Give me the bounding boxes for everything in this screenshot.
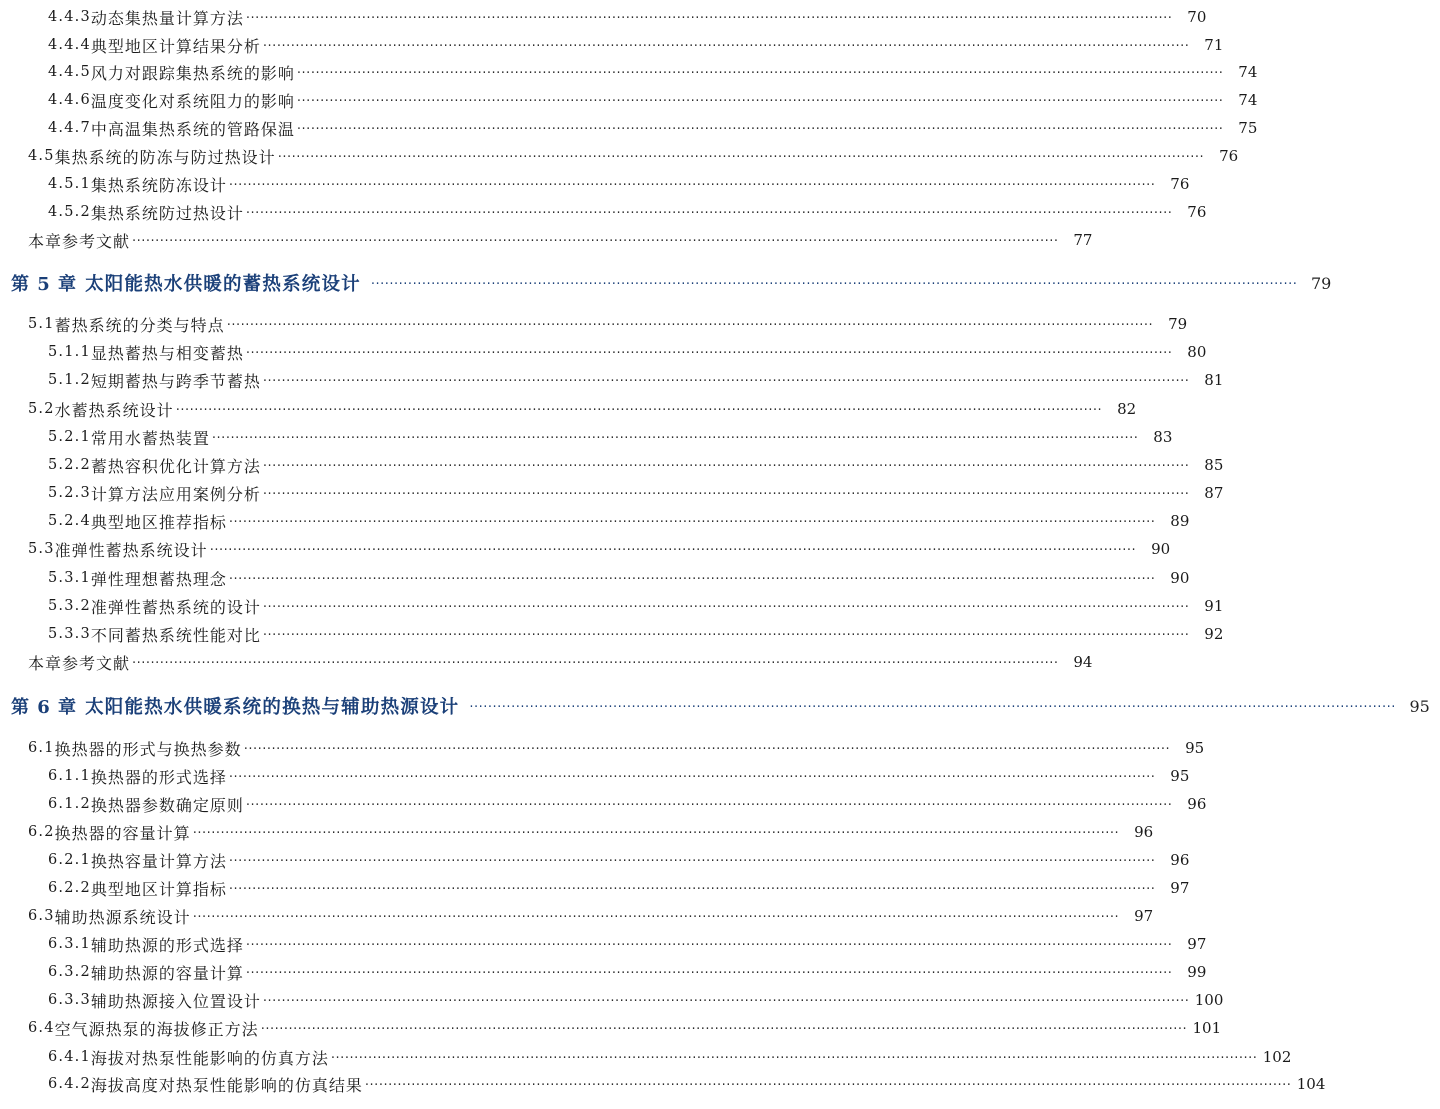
toc-entry-page: 97 [1187,935,1207,953]
toc-entry [0,1013,1222,1043]
dot-leader: ········································································································································································································ [209,542,1137,558]
toc-entry-number: 5.2.1 [48,429,91,445]
toc-entry [0,365,1224,395]
dot-leader: ········································································································································································································ [262,627,1190,643]
toc-entry [0,985,1224,1015]
dot-leader: ········································································································································································································ [245,345,1173,361]
toc-entry [0,733,1205,763]
toc-chapter-entry [0,263,1332,303]
toc-entry-title: 辅助热源接入位置设计 [90,991,261,1011]
dot-leader: ········································································································································································································ [262,38,1190,54]
toc-entry [0,506,1190,536]
dot-leader: ········································································································································································································ [243,741,1171,757]
toc-entry [0,534,1171,564]
toc-entry-number: 5.2.3 [48,485,91,501]
toc-entry-page: 76 [1170,175,1190,193]
toc-entry [0,169,1190,199]
toc-entry-title: 蓄热系统的分类与特点 [54,315,225,335]
toc-entry-page: 79 [1168,315,1188,333]
toc-entry-title: 辅助热源的容量计算 [90,963,244,983]
toc-entry-title: 换热器的容量计算 [54,823,191,843]
toc-entry-page: 95 [1409,696,1430,716]
toc-entry-title: 集热系统防冻设计 [90,175,227,195]
toc-entry-page: 87 [1204,484,1224,502]
toc-entry [0,309,1188,339]
toc-entry-page: 100 [1194,991,1224,1009]
toc-entry-title: 短期蓄热与跨季节蓄热 [90,371,261,391]
toc-entry [0,57,1258,87]
toc-entry-number: 6.4 [28,1020,55,1036]
dot-leader: ········································································································································································································ [175,402,1103,418]
toc-entry-page: 76 [1187,203,1207,221]
toc-entry-title: 动态集热量计算方法 [90,8,244,28]
toc-entry-page: 75 [1238,119,1258,137]
dot-leader: ········································································································································································································ [228,853,1156,869]
toc-entry-number: 第 6 章 [11,697,78,718]
toc-entry-page: 82 [1117,400,1137,418]
toc-entry [0,591,1224,621]
toc-entry [0,929,1207,959]
toc-entry-title: 集热系统的防冻与防过热设计 [54,147,276,167]
toc-entry-title: 计算方法应用案例分析 [90,484,261,504]
toc-entry-number: 5.1 [28,316,55,332]
toc-entry-page: 74 [1238,91,1258,109]
toc-entry [0,197,1207,227]
toc-entry-title: 换热器参数确定原则 [90,795,244,815]
toc-entry-number: 6.1.1 [48,768,91,784]
toc-entry-title: 辅助热源的形式选择 [90,935,244,955]
dot-leader: ········································································································································································································ [245,937,1173,953]
toc-entry-page: 95 [1185,739,1205,757]
toc-entry-number: 6.3 [28,908,55,924]
dot-leader: ········································································································································································································ [262,373,1190,389]
toc-entry-page: 89 [1170,512,1190,530]
toc-entry-number: 6.3.3 [48,992,91,1008]
toc-entry [0,957,1207,987]
dot-leader: ········································································································································································································ [469,699,1396,715]
toc-entry-number: 6.3.2 [48,964,91,980]
toc-entry-page: 96 [1187,795,1207,813]
toc-entry-number: 第 5 章 [11,274,78,295]
dot-leader: ········································································································································································································ [260,1021,1188,1037]
toc-entry-number: 5.3.2 [48,598,91,614]
toc-entry-page: 90 [1151,540,1171,558]
toc-entry-number: 6.2.1 [48,852,91,868]
toc-entry-number: 5.2 [28,401,55,417]
toc-entry-page: 70 [1187,8,1207,26]
toc-entry-number: 6.2.2 [48,880,91,896]
toc-entry [0,422,1173,452]
toc-entry [0,337,1207,367]
toc-entry-page: 76 [1219,147,1239,165]
dot-leader: ········································································································································································································ [211,430,1139,446]
toc-entry-page: 96 [1170,851,1190,869]
toc-entry-title: 本章参考文献 [28,653,131,673]
toc-entry-number: 4.4.4 [48,37,91,53]
dot-leader: ········································································································································································································ [226,317,1154,333]
dot-leader: ········································································································································································································ [370,276,1298,292]
dot-leader: ········································································································································································································ [245,10,1173,26]
dot-leader: ········································································································································································································ [262,993,1190,1009]
toc-entry [0,901,1154,931]
dot-leader: ········································································································································································································ [296,93,1224,109]
toc-entry-number: 6.1.2 [48,796,91,812]
dot-leader: ········································································································································································································ [296,65,1224,81]
toc-entry-number: 6.4.1 [48,1049,91,1065]
toc-entry-number: 5.3 [28,541,55,557]
toc-entry-title: 太阳能热水供暖系统的换热与辅助热源设计 [85,697,460,718]
toc-entry-page: 99 [1187,963,1207,981]
toc-entry [0,450,1224,480]
dot-leader: ········································································································································································································ [132,655,1059,671]
dot-leader: ········································································································································································································ [262,458,1190,474]
toc-entry-number: 6.2 [28,824,55,840]
dot-leader: ········································································································································································································ [245,797,1173,813]
toc-entry-title: 典型地区计算指标 [90,879,227,899]
toc-entry-title: 海拔对热泵性能影响的仿真方法 [90,1048,329,1068]
toc-entry-number: 6.1 [28,740,55,756]
toc-entry [0,789,1207,819]
toc-entry-page: 92 [1204,625,1224,643]
toc-entry-title: 辅助热源系统设计 [54,907,191,927]
toc-entry-page: 97 [1134,907,1154,925]
toc-entry-page: 77 [1073,231,1093,249]
toc-entry-page: 102 [1262,1048,1292,1066]
toc-entry-title: 中高温集热系统的管路保温 [90,119,295,139]
dot-leader: ········································································································································································································ [245,205,1173,221]
toc-entry-page: 95 [1170,767,1190,785]
toc-entry-title: 太阳能热水供暖的蓄热系统设计 [85,274,361,295]
toc-references-entry [0,647,1093,677]
toc-entry-page: 101 [1192,1019,1222,1037]
toc-entry-title: 空气源热泵的海拔修正方法 [54,1019,259,1039]
toc-entry-number: 4.5.2 [48,204,91,220]
toc-entry-number: 5.3.3 [48,626,91,642]
dot-leader: ········································································································································································································ [330,1050,1258,1066]
toc-entry [0,141,1239,171]
toc-entry [0,478,1224,508]
toc-entry-page: 104 [1296,1075,1326,1093]
dot-leader: ········································································································································································································ [262,486,1190,502]
toc-entry [0,1042,1292,1072]
toc-chapter-entry [0,686,1430,726]
toc-entry-number: 4.4.3 [48,9,91,25]
toc-references-entry [0,225,1093,255]
toc-entry [0,563,1190,593]
toc-entry-title: 典型地区推荐指标 [90,512,227,532]
toc-entry-page: 79 [1310,273,1332,293]
toc-entry-number: 5.2.4 [48,513,91,529]
dot-leader: ········································································································································································································ [192,825,1120,841]
toc-entry-title: 蓄热容积优化计算方法 [90,456,261,476]
toc-entry-title: 准弹性蓄热系统设计 [54,540,208,560]
dot-leader: ········································································································································································································ [228,881,1156,897]
toc-entry-number: 4.5 [28,148,55,164]
toc-entry-title: 本章参考文献 [28,231,131,251]
toc-entry-number: 6.3.1 [48,936,91,952]
dot-leader: ········································································································································································································ [364,1077,1292,1093]
toc-entry-title: 准弹性蓄热系统的设计 [90,597,261,617]
toc-entry-page: 71 [1204,36,1224,54]
toc-entry-page: 85 [1204,456,1224,474]
toc-entry [0,873,1190,903]
toc-entry [0,817,1154,847]
dot-leader: ········································································································································································································ [192,909,1120,925]
toc-entry-page: 80 [1187,343,1207,361]
toc-entry-page: 90 [1170,569,1190,587]
toc-entry-title: 弹性理想蓄热理念 [90,569,227,589]
toc-entry-title: 典型地区计算结果分析 [90,36,261,56]
toc-entry-title: 换热器的形式选择 [90,767,227,787]
toc-entry-page: 91 [1204,597,1224,615]
toc-entry-page: 83 [1153,428,1173,446]
toc-entry-number: 5.1.1 [48,344,91,360]
toc-entry-number: 6.4.2 [48,1076,91,1092]
toc-entry-page: 81 [1204,371,1224,389]
toc-entry [0,30,1224,60]
dot-leader: ········································································································································································································ [245,965,1173,981]
toc-entry-title: 海拔高度对热泵性能影响的仿真结果 [90,1075,363,1095]
toc-entry [0,619,1224,649]
dot-leader: ········································································································································································································ [228,769,1156,785]
toc-entry-title: 不同蓄热系统性能对比 [90,625,261,645]
dot-leader: ········································································································································································································ [296,121,1224,137]
toc-entry-number: 5.3.1 [48,570,91,586]
dot-leader: ········································································································································································································ [228,571,1156,587]
toc-entry [0,394,1137,424]
toc-entry-page: 96 [1134,823,1154,841]
toc-entry-page: 94 [1073,653,1093,671]
toc-entry-title: 换热容量计算方法 [90,851,227,871]
toc-entry-number: 4.4.6 [48,92,91,108]
toc-entry-page: 97 [1170,879,1190,897]
toc-entry-title: 显热蓄热与相变蓄热 [90,343,244,363]
toc-entry [0,845,1190,875]
toc-entry-title: 水蓄热系统设计 [54,400,174,420]
toc-entry-page: 74 [1238,63,1258,81]
toc-entry [0,2,1207,32]
toc-entry-title: 集热系统防过热设计 [90,203,244,223]
toc-entry-number: 4.4.5 [48,64,91,80]
toc-entry-title: 换热器的形式与换热参数 [54,739,242,759]
toc-entry [0,85,1258,115]
toc-entry-number: 4.4.7 [48,120,91,136]
dot-leader: ········································································································································································································ [228,177,1156,193]
toc-entry-title: 风力对跟踪集热系统的影响 [90,63,295,83]
toc-entry [0,113,1258,143]
toc-entry-title: 温度变化对系统阻力的影响 [90,91,295,111]
toc-entry-number: 5.1.2 [48,372,91,388]
toc-entry [0,1069,1326,1099]
dot-leader: ········································································································································································································ [132,233,1059,249]
toc-entry-number: 4.5.1 [48,176,91,192]
toc-entry-number: 5.2.2 [48,457,91,473]
toc-entry [0,761,1190,791]
dot-leader: ········································································································································································································ [228,514,1156,530]
dot-leader: ········································································································································································································ [277,149,1205,165]
toc-entry-title: 常用水蓄热装置 [90,428,210,448]
dot-leader: ········································································································································································································ [262,599,1190,615]
